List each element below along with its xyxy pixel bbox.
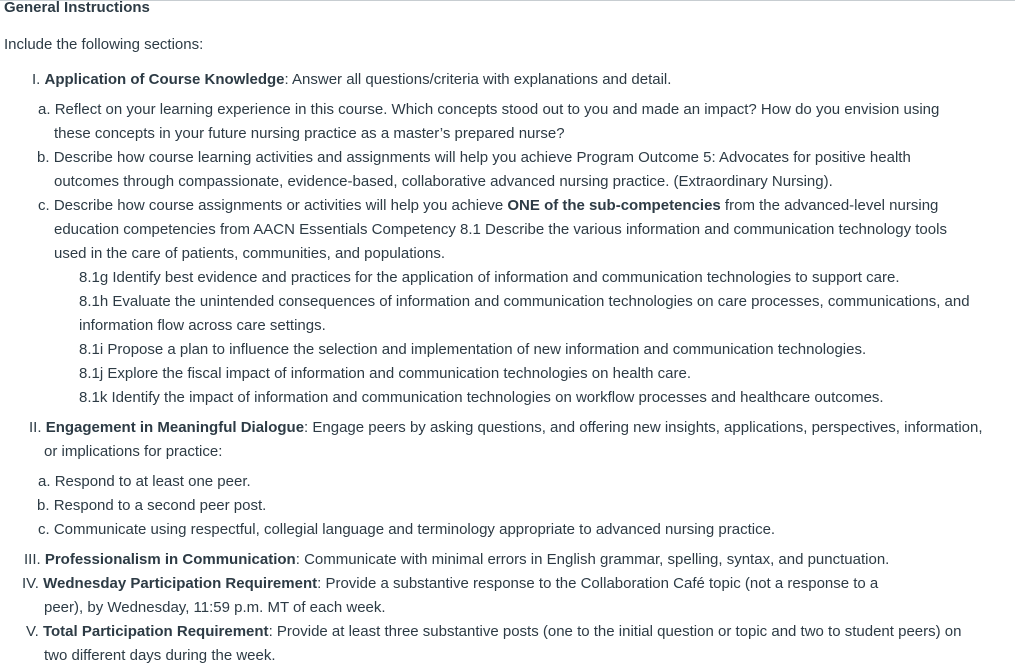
list-item [37, 494, 266, 518]
item-text-continued: these concepts in your future nursing practice as a master’s prepared nurse? [54, 125, 565, 142]
item-emphasis: ONE of the sub-competencies [507, 197, 721, 214]
section-numeral: I. [32, 71, 41, 88]
sub-competency: 8.1k Identify the impact of information and communication technologies on workflow processes and healthcare outcomes. [79, 389, 884, 406]
item-text: Reflect on your learning experience in this course. Which concepts stood out to you and made an impact? How do you envision using [54, 101, 940, 118]
item-text: from the advanced-level nursing [720, 197, 939, 214]
top-divider [0, 0, 1015, 1]
section-numeral: V. [26, 623, 39, 640]
sub-competency: 8.1i Propose a plan to influence the selection and implementation of new information and communication technologies. [79, 341, 867, 358]
section-1-heading-line [32, 68, 671, 92]
item-text-continued: outcomes through compassionate, evidence-based, collaborative advanced nursing practice. (Extraordinary Nursing). [54, 173, 833, 190]
section-text-continued: two different days during the week. [44, 647, 276, 664]
list-item [37, 146, 911, 170]
item-letter: b. [37, 497, 50, 514]
section-title: Wednesday Participation Requirement [43, 575, 318, 592]
section-text: : Provide at least three substantive posts (one to the initial question or topic and two to student peers) on [268, 623, 962, 640]
section-title: Application of Course Knowledge [44, 71, 285, 88]
section-title: Total Participation Requirement [42, 623, 269, 640]
sub-competency: 8.1g Identify best evidence and practices for the application of information and communication technologies to support care. [79, 269, 900, 286]
section-title: Professionalism in Communication [44, 551, 296, 568]
section-text: : Answer all questions/criteria with explanations and detail. [284, 71, 672, 88]
item-text: Describe how course assignments or activities will help you achieve [53, 197, 508, 214]
list-item [38, 194, 938, 218]
section-text: : Communicate with minimal errors in English grammar, spelling, syntax, and punctuation. [295, 551, 890, 568]
section-2-heading-line [29, 416, 983, 440]
section-4-heading-line [22, 572, 878, 596]
sub-competency: 8.1h Evaluate the unintended consequences of information and communication technologies on care processes, communications, and [79, 293, 970, 310]
item-letter: c. [38, 197, 50, 214]
list-item [38, 470, 251, 494]
section-text: : Engage peers by asking questions, and offering new insights, applications, perspectives, information, [304, 419, 983, 436]
item-text-continued: education competencies from AACN Essentials Competency 8.1 Describe the various information and communication technology tools [54, 221, 947, 238]
sub-competency: 8.1j Explore the fiscal impact of information and communication technologies on health care. [79, 365, 692, 382]
page-title: General Instructions [4, 0, 150, 16]
section-title: Engagement in Meaningful Dialogue [45, 419, 305, 436]
section-text-continued: peer), by Wednesday, 11:59 p.m. MT of each week. [44, 599, 386, 616]
section-numeral: III. [24, 551, 41, 568]
item-text: Communicate using respectful, collegial language and terminology appropriate to advanced nursing practice. [53, 521, 776, 538]
section-text-continued: or implications for practice: [44, 443, 223, 460]
item-text-continued: used in the care of patients, communities, and populations. [54, 245, 446, 262]
item-text: Describe how course learning activities and assignments will help you achieve Program Outcome 5: Advocates for positive health [53, 149, 911, 166]
section-numeral: IV. [22, 575, 39, 592]
section-5-heading-line [26, 620, 961, 644]
section-text: : Provide a substantive response to the Collaboration Café topic (not a response to a [317, 575, 879, 592]
section-numeral: II. [29, 419, 42, 436]
item-letter: a. [38, 101, 51, 118]
item-text: Respond to a second peer post. [53, 497, 267, 514]
list-item [38, 518, 775, 542]
item-letter: b. [37, 149, 50, 166]
intro-text: Include the following sections: [4, 36, 204, 53]
item-letter: a. [38, 473, 51, 490]
section-3-heading-line [24, 548, 889, 572]
item-text: Respond to at least one peer. [54, 473, 251, 490]
sub-competency-continued: information flow across care settings. [79, 317, 326, 334]
list-item [38, 98, 939, 122]
item-letter: c. [38, 521, 50, 538]
